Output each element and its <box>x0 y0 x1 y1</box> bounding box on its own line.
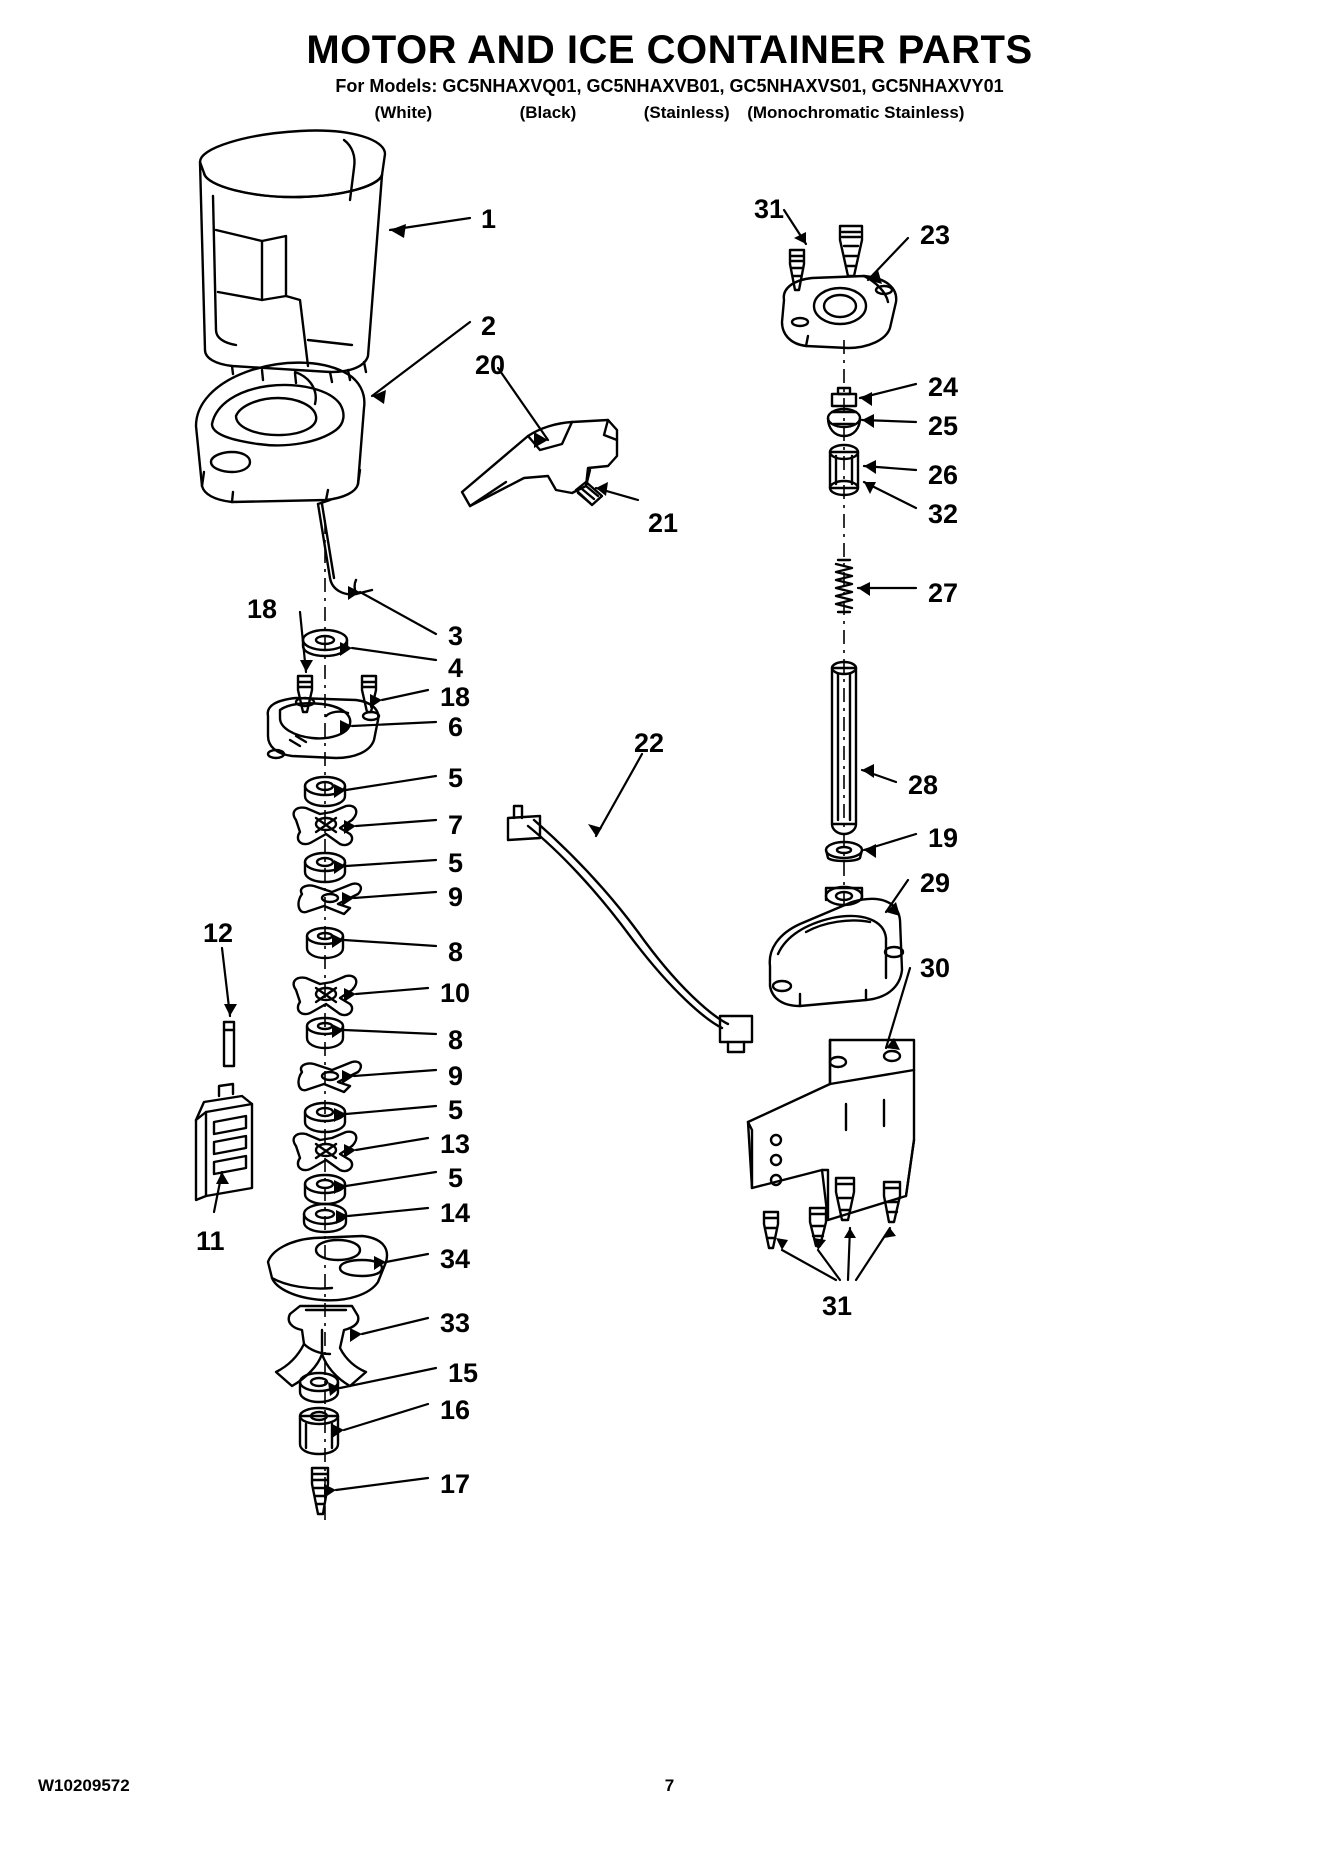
finishes-line <box>0 103 1339 123</box>
callout-5-a: 5 <box>448 763 464 793</box>
part-34-shield <box>268 1236 387 1300</box>
callout-3: 3 <box>448 621 464 651</box>
callout-22: 22 <box>634 728 665 758</box>
part-6-mounting-plate <box>268 698 379 758</box>
callout-5-c: 5 <box>448 1095 464 1125</box>
footer-document-code: W10209572 <box>38 1776 130 1795</box>
callout-18-lower: 18 <box>440 682 471 712</box>
part-5c-bushing <box>305 1103 345 1132</box>
callout-4: 4 <box>448 653 464 683</box>
callout-16: 16 <box>440 1395 471 1425</box>
part-24-25-26-32-stack <box>828 388 860 495</box>
callout-14: 14 <box>440 1198 471 1228</box>
callout-11: 11 <box>196 1226 225 1256</box>
callout-31-bottom: 31 <box>822 1291 853 1321</box>
part-14-bearing <box>304 1204 346 1232</box>
finish-monochromatic-stainless: (Monochromatic Stainless) <box>747 103 965 122</box>
callout-28: 28 <box>908 770 939 800</box>
callout-29: 29 <box>920 868 951 898</box>
part-21-screw <box>576 482 602 505</box>
part-19-washer <box>826 842 862 861</box>
part-12-pin <box>224 1022 234 1066</box>
callout-18-upper: 18 <box>247 594 278 624</box>
part-ice-container-cover <box>196 363 364 502</box>
finish-white: (White) <box>374 103 433 122</box>
part-ice-container <box>200 131 385 383</box>
part-27-spring <box>836 560 852 612</box>
callout-1: 1 <box>481 204 497 234</box>
finish-black: (Black) <box>519 103 577 122</box>
page-title: MOTOR AND ICE CONTAINER PARTS <box>306 28 1033 72</box>
callout-6: 6 <box>448 712 464 742</box>
finish-stainless: (Stainless) <box>643 103 730 122</box>
callout-26: 26 <box>928 460 959 490</box>
callout-13: 13 <box>440 1129 471 1159</box>
callout-17: 17 <box>440 1469 471 1499</box>
callout-20: 20 <box>475 350 506 380</box>
part-8b-spacer <box>307 1018 343 1048</box>
part-5a-bushing <box>305 777 345 806</box>
part-28-drive-shaft <box>832 662 856 834</box>
part-5d-bushing <box>305 1175 345 1204</box>
callout-27: 27 <box>928 578 959 608</box>
part-29-motor <box>770 887 903 1006</box>
part-9b-blade <box>299 1062 361 1092</box>
callout-2: 2 <box>481 311 497 341</box>
part-5b-bushing <box>305 853 345 882</box>
callout-31-top: 31 <box>754 194 785 224</box>
part-8a-spacer <box>307 928 343 958</box>
part-22-wire-harness <box>508 806 752 1052</box>
part-3-bail-arm <box>318 500 372 594</box>
part-20-lever <box>462 420 617 506</box>
callout-5-d: 5 <box>448 1163 464 1193</box>
part-16-coupler <box>300 1408 338 1454</box>
callout-25: 25 <box>928 411 959 441</box>
part-23-bracket <box>782 276 896 348</box>
callout-12: 12 <box>203 918 234 948</box>
part-30-mounting-bracket <box>748 1040 914 1220</box>
part-18-screws <box>298 676 376 712</box>
callout-5-b: 5 <box>448 848 464 878</box>
part-9a-blade <box>299 884 361 914</box>
part-15-washer <box>300 1373 338 1402</box>
callout-19: 19 <box>928 823 959 853</box>
callout-24: 24 <box>928 372 959 402</box>
callout-34: 34 <box>440 1244 471 1274</box>
part-10-blade <box>294 976 357 1015</box>
callout-33: 33 <box>440 1308 471 1338</box>
part-11-switch <box>196 1084 252 1200</box>
callout-9-a: 9 <box>448 882 464 912</box>
callout-7: 7 <box>448 810 464 840</box>
callout-9-b: 9 <box>448 1061 464 1091</box>
callout-21: 21 <box>648 508 679 538</box>
callout-8-a: 8 <box>448 937 464 967</box>
callout-32: 32 <box>928 499 959 529</box>
part-33-auger <box>276 1306 366 1386</box>
part-31-bottom-screws <box>764 1178 900 1248</box>
callout-15: 15 <box>448 1358 479 1388</box>
callout-8-b: 8 <box>448 1025 464 1055</box>
models-line: For Models: GC5NHAXVQ01, GC5NHAXVB01, GC5NHAXVS01, GC5NHAXVY01 <box>335 76 1004 96</box>
part-13-blade <box>294 1132 357 1171</box>
part-7-blade <box>294 806 357 845</box>
part-31-top-screws <box>790 226 862 290</box>
callout-10: 10 <box>440 978 471 1008</box>
part-17-screw <box>312 1468 328 1514</box>
part-4-washer <box>303 630 347 656</box>
callout-23: 23 <box>920 220 951 250</box>
callout-30: 30 <box>920 953 951 983</box>
footer-page-number: 7 <box>664 1776 675 1795</box>
